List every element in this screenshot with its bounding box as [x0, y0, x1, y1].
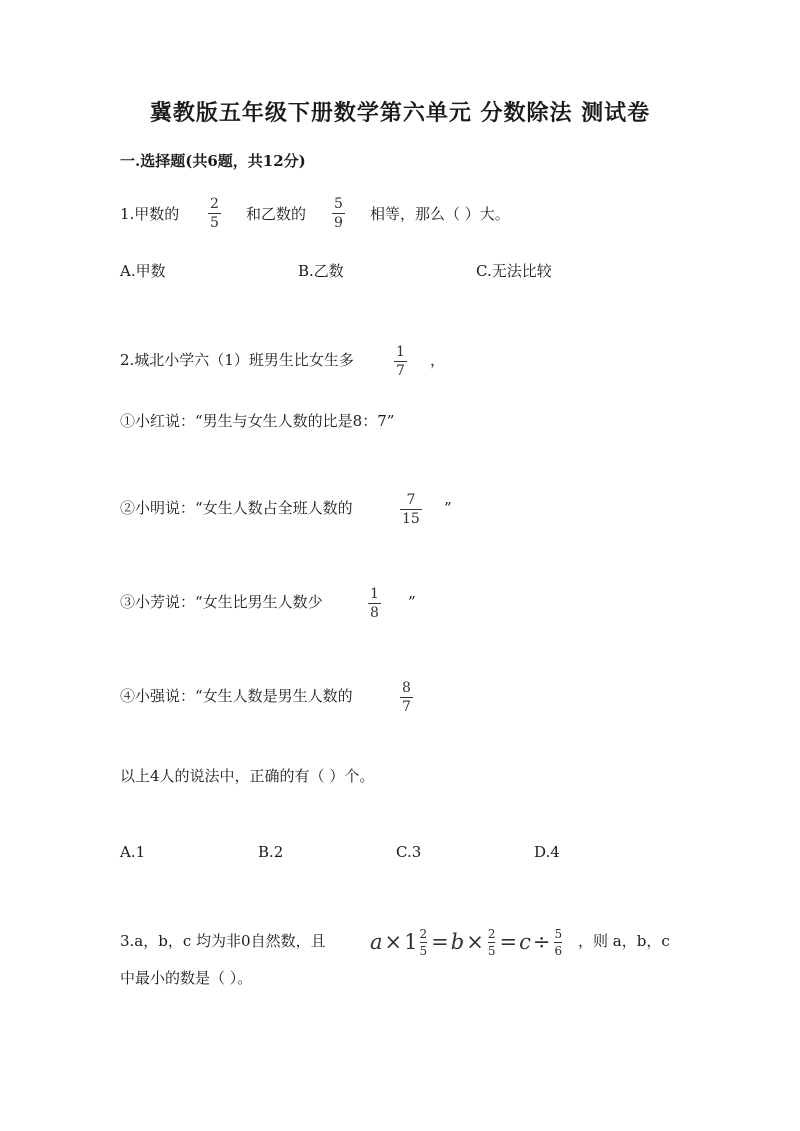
- formula-equals-2: =: [499, 930, 518, 954]
- fraction-bar: [208, 213, 221, 214]
- fraction-bar: [332, 213, 345, 214]
- q2-s4-fraction: [400, 680, 413, 715]
- formula-var-c: c: [519, 930, 531, 954]
- q2-intro-end: ，: [430, 351, 446, 369]
- q3-formula: [370, 922, 564, 962]
- formula-fraction-2: [488, 927, 496, 958]
- q2-s4-numerator: 8: [402, 680, 411, 696]
- q2-s3-numerator: 1: [370, 586, 379, 602]
- formula-equals-1: =: [431, 930, 449, 954]
- q1-frac2-denominator: 9: [334, 215, 343, 231]
- q1-text-c: 相等，那么（ ）大。: [370, 205, 510, 223]
- q2-intro-numerator: 1: [396, 344, 405, 360]
- q2-question: 以上4人的说法中，正确的有（ ）个。: [120, 767, 375, 785]
- fraction-bar: [368, 603, 381, 604]
- q2-intro-fraction: [394, 344, 407, 379]
- formula-f2-denominator: 5: [487, 943, 496, 958]
- q2-s3-denominator: 8: [370, 605, 379, 621]
- q1-option-b[interactable]: B.乙数: [298, 262, 344, 280]
- q2-statement-3: ③小芳说：“女生比男生人数少: [120, 593, 323, 611]
- formula-fraction-1: [420, 927, 428, 958]
- q1-fraction-1: [208, 196, 221, 231]
- fraction-bar: [400, 697, 413, 698]
- formula-f3-numerator: 5: [554, 926, 563, 941]
- q2-s3-fraction: [368, 586, 381, 621]
- section-heading: 一.选择题(共6题，共12分): [120, 152, 306, 170]
- q1-fraction-2: [332, 196, 345, 231]
- q1-option-c[interactable]: C.无法比较: [476, 262, 552, 280]
- q2-option-c[interactable]: C.3: [396, 843, 422, 861]
- q3-text-b: ，则 a，b，c: [578, 932, 670, 950]
- q2-statement-1: ①小红说：“男生与女生人数的比是8：7”: [120, 412, 395, 430]
- q2-s2-denominator: 15: [402, 511, 420, 527]
- formula-times-1: ×: [384, 930, 403, 954]
- q1-option-a[interactable]: A.甲数: [120, 262, 166, 280]
- q2-option-b[interactable]: B.2: [258, 843, 284, 861]
- q2-statement-4: ④小强说：“女生人数是男生人数的: [120, 687, 353, 705]
- formula-var-b: b: [450, 930, 465, 954]
- fraction-bar: [554, 942, 562, 943]
- q1-frac2-numerator: 5: [334, 196, 343, 212]
- formula-fraction-3: [554, 927, 562, 958]
- fraction-bar: [488, 942, 496, 943]
- q1-text-a: 1.甲数的: [120, 205, 180, 223]
- q2-option-d[interactable]: D.4: [534, 843, 560, 861]
- fraction-bar: [394, 361, 407, 362]
- formula-f1-numerator: 2: [419, 926, 428, 941]
- q2-intro: 2.城北小学六（1）班男生比女生多: [120, 351, 354, 369]
- formula-var-a: a: [370, 930, 383, 954]
- formula-f2-numerator: 2: [487, 926, 496, 941]
- q2-s2-end: ”: [444, 499, 452, 517]
- q2-s2-fraction: [400, 492, 422, 527]
- formula-times-2: ×: [466, 930, 484, 954]
- q3-text-a: 3.a，b，c 均为非0自然数，且: [120, 932, 326, 950]
- q2-option-a[interactable]: A.1: [120, 843, 146, 861]
- page-title: 冀教版五年级下册数学第六单元 分数除法 测试卷: [149, 100, 651, 126]
- q1-frac1-numerator: 2: [210, 196, 219, 212]
- formula-whole-number: 1: [404, 930, 418, 954]
- fraction-bar: [400, 509, 422, 510]
- q1-text-b: 和乙数的: [246, 205, 307, 223]
- q2-statement-2: ②小明说：“女生人数占全班人数的: [120, 499, 353, 517]
- q2-s4-denominator: 7: [402, 699, 411, 715]
- q2-s2-numerator: 7: [406, 492, 416, 508]
- q2-intro-denominator: 7: [396, 363, 405, 379]
- q1-frac1-denominator: 5: [210, 215, 219, 231]
- formula-f3-denominator: 6: [554, 943, 563, 958]
- formula-f1-denominator: 5: [419, 943, 428, 958]
- fraction-bar: [420, 942, 428, 943]
- q2-s3-end: ”: [408, 593, 416, 611]
- q3-text-c: 中最小的数是（ ）。: [120, 969, 253, 987]
- formula-divide: ÷: [532, 930, 551, 954]
